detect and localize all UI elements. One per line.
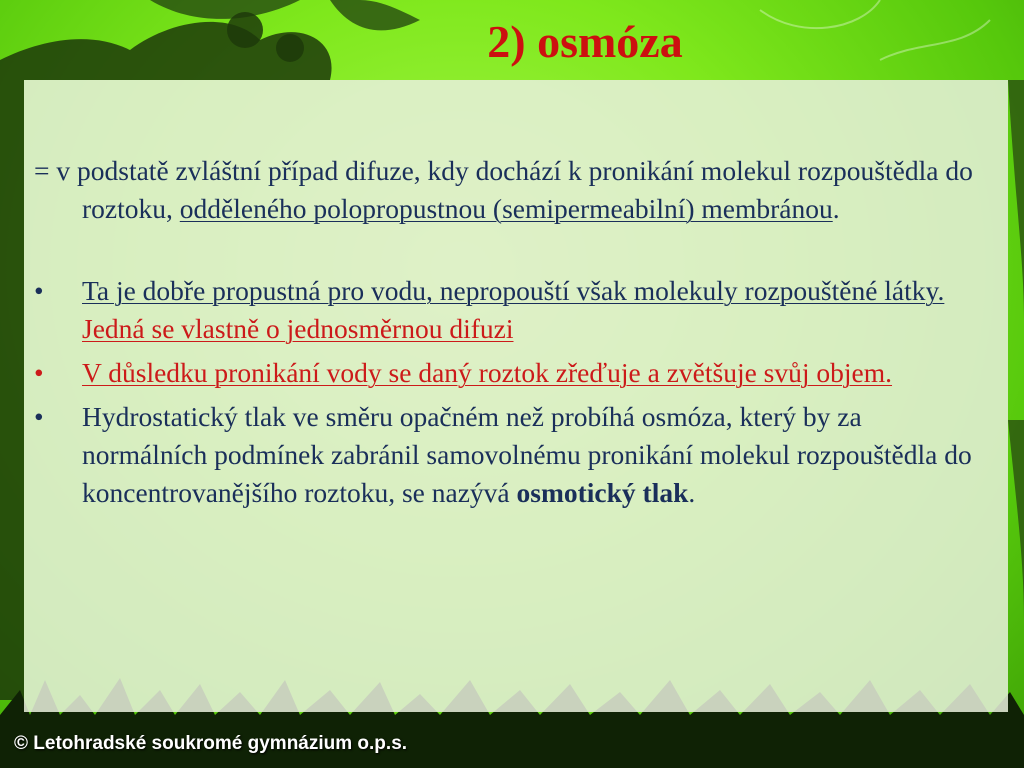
bullet-item — [34, 398, 978, 512]
footer-copyright: © Letohradské soukromé gymnázium o.p.s. — [14, 733, 408, 754]
intro-text: = v podstatě zvláštní případ difuze, kdy dochází k pronikání molekul rozpouštědla do roztoku, — [34, 155, 973, 224]
bullet-bold-term: osmotický tlak — [516, 477, 689, 508]
right-leaves-silhouette — [1008, 80, 1024, 320]
bullet-item — [34, 272, 978, 348]
bullet-item — [34, 354, 978, 392]
bullet-text: V důsledku pronikání vody se daný roztok zřeďuje a zvětšuje svůj objem. — [82, 357, 893, 388]
bullet-text: Hydrostatický tlak ve směru opačném než probíhá osmóza, který by za normálních podmínek zabránil samovolnému pronikání molekul rozpouštědla do koncentrovanějšího roztoku, se nazývá — [82, 401, 972, 508]
intro-underlined-text: odděleného polopropustnou (semipermeabilní) membránou — [179, 193, 833, 224]
bullet-highlight-text: Jedná se vlastně o jednosměrnou difuzi — [82, 313, 514, 344]
top-right-swirls — [760, 0, 990, 60]
bullet-text: Ta je dobře propustná pro vodu, nepropouští však molekuly rozpouštěné látky. — [82, 275, 945, 306]
intro-tail: . — [832, 193, 840, 224]
bullet-symbol: • — [34, 357, 44, 388]
slide-title: 2) osmóza — [487, 16, 683, 67]
bullet-symbol: • — [34, 275, 44, 306]
content-box — [24, 80, 1008, 712]
bullet-symbol: • — [34, 401, 44, 432]
intro-paragraph — [34, 152, 978, 228]
bullet-tail: . — [688, 477, 696, 508]
